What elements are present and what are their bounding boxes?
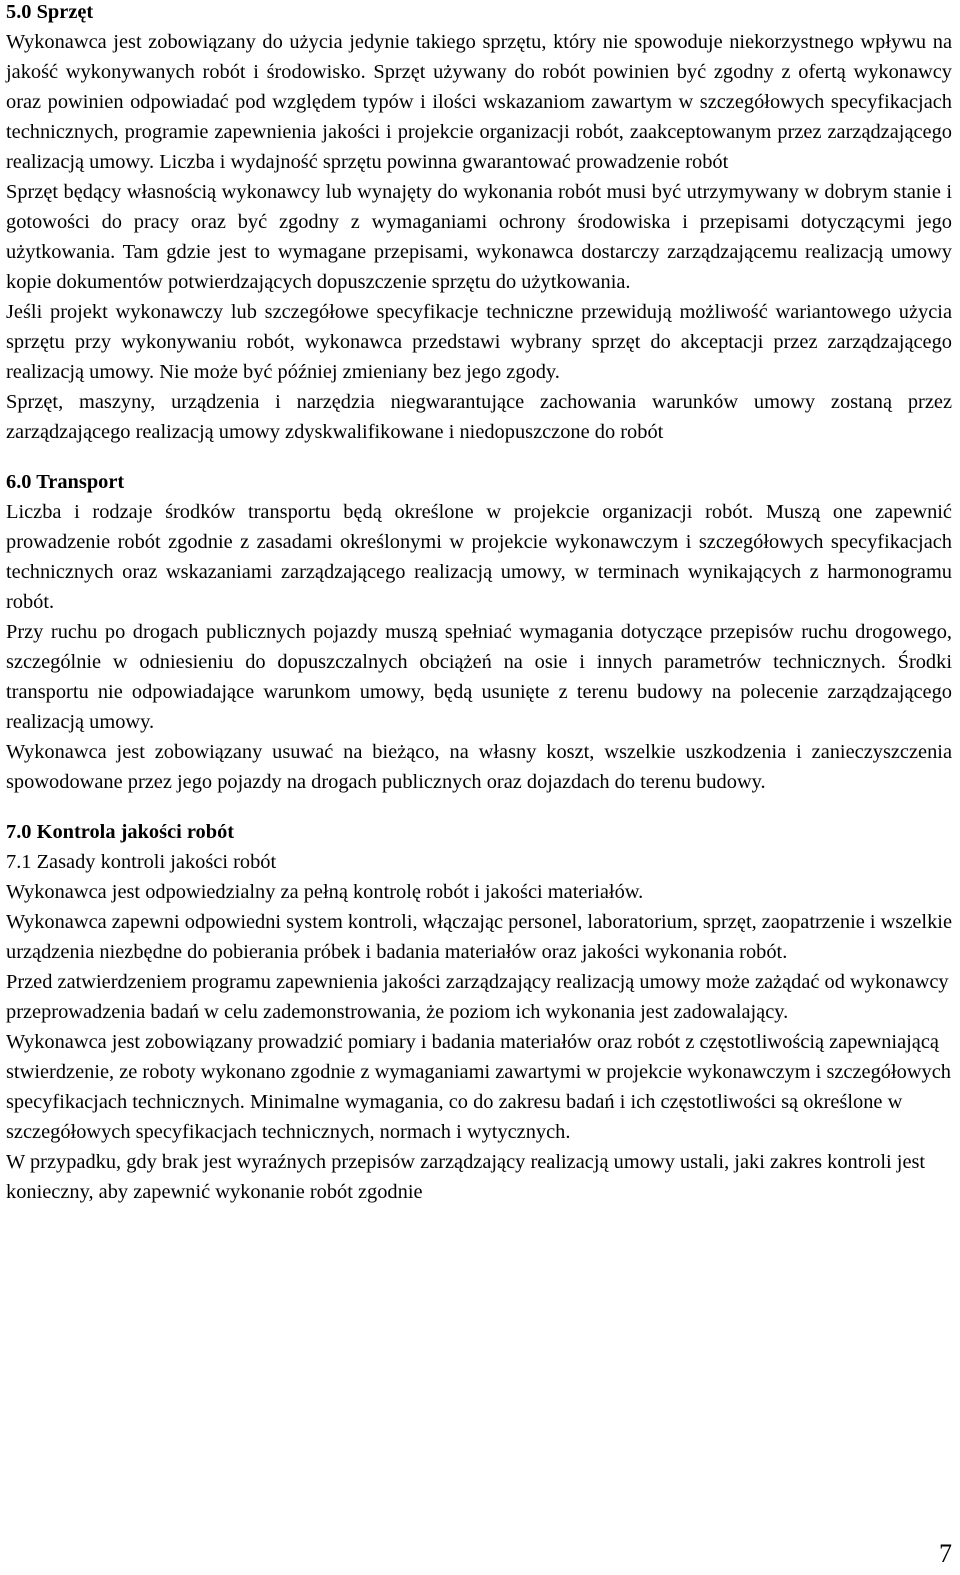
paragraph: Przy ruchu po drogach publicznych pojazdy muszą spełniać wymagania dotyczące przepisów ruchu drogowego, szczególnie w odniesieniu do dopuszczalnych obciążeń na osie i innych parametrów technicznych. Środki transportu nie odpowiadające warunkom umowy, będą usunięte z terenu budowy na polecenie zarządzającego realizacją umowy. xyxy=(6,621,952,733)
paragraph: Sprzęt będący własnością wykonawcy lub wynajęty do wykonania robót musi być utrzymywany w dobrym stanie i gotowości do pracy oraz być zgodny z wymaganiami ochrony środowiska i przepisami dotyczącymi jego użytkowania. Tam gdzie jest to wymagane przepisami, wykonawca dostarczy zarządzającemu realizacją umowy kopie dokumentów potwierdzających dopuszczenie sprzętu do użytkowania. xyxy=(6,181,952,293)
paragraph: Sprzęt, maszyny, urządzenia i narzędzia niegwarantujące zachowania warunków umowy zostaną przez zarządzającego realizacją umowy zdyskwalifikowane i niedopuszczone do robót xyxy=(6,391,952,443)
section-heading-transport: 6.0 Transport xyxy=(6,471,125,493)
paragraph: W przypadku, gdy brak jest wyraźnych przepisów zarządzający realizacją umowy ustali, jaki zakres kontroli jest konieczny, aby zapewnić wykonanie robót zgodnie xyxy=(6,1151,926,1203)
spacer xyxy=(6,447,952,467)
document-page xyxy=(6,0,952,1207)
paragraph: Jeśli projekt wykonawczy lub szczegółowe specyfikacje techniczne przewidują możliwość wariantowego użycia sprzętu przy wykonywaniu robót, wykonawca przedstawi wybrany sprzęt do akceptacji przez zarządzającego realizacją umowy. Nie może być później zmieniany bez jego zgody. xyxy=(6,301,952,383)
section-heading-kontrola-jakosci: 7.0 Kontrola jakości robót xyxy=(6,821,235,843)
paragraph: Liczba i rodzaje środków transportu będą określone w projekcie organizacji robót. Muszą one zapewnić prowadzenie robót zgodnie z zasadami określonymi w projekcie wykonawczym i szczegółowych specyfikacjach technicznych oraz wskazaniami zarządzającego realizacją umowy, w terminach wynikających z harmonogramu robót. xyxy=(6,501,952,613)
page-number: 7 xyxy=(939,1539,952,1568)
paragraph: Przed zatwierdzeniem programu zapewnienia jakości zarządzający realizacją umowy może zażądać od wykonawcy przeprowadzenia badań w celu zademonstrowania, że poziom ich wykonania jest zadowalający. xyxy=(6,971,949,1023)
subsection-heading: 7.1 Zasady kontroli jakości robót xyxy=(6,851,277,873)
paragraph: Wykonawca jest zobowiązany do użycia jedynie takiego sprzętu, który nie spowoduje niekorzystnego wpływu na jakość wykonywanych robót i środowisko. Sprzęt używany do robót powinien być zgodny z ofertą wykonawcy oraz powinien odpowiadać pod względem typów i ilości wskazaniom zawartym w szczegółowych specyfikacjach technicznych, programie zapewnienia jakości i projekcie organizacji robót, zaakceptowanym przez zarządzającego realizacją umowy. Liczba i wydajność sprzętu powinna gwarantować prowadzenie robót xyxy=(6,31,952,173)
spacer xyxy=(6,797,952,817)
paragraph: Wykonawca jest zobowiązany usuwać na bieżąco, na własny koszt, wszelkie uszkodzenia i zanieczyszczenia spowodowane przez jego pojazdy na drogach publicznych oraz dojazdach do terenu budowy. xyxy=(6,741,952,793)
paragraph: Wykonawca zapewni odpowiedni system kontroli, włączając personel, laboratorium, sprzęt, zaopatrzenie i wszelkie urządzenia niezbędne do pobierania próbek i badania materiałów oraz jakości wykonania robót. xyxy=(6,911,953,963)
paragraph: Wykonawca jest zobowiązany prowadzić pomiary i badania materiałów oraz robót z częstotliwością zapewniającą stwierdzenie, ze roboty wykonano zgodnie z wymaganiami zawartymi w projekcie wykonawczym i szczegółowych specyfikacjach technicznych. Minimalne wymagania, co do zakresu badań i ich częstotliwości są określone w szczegółowych specyfikacjach technicznych, normach i wytycznych. xyxy=(6,1031,951,1143)
paragraph: Wykonawca jest odpowiedzialny za pełną kontrolę robót i jakości materiałów. xyxy=(6,881,644,903)
section-heading-sprzet: 5.0 Sprzęt xyxy=(6,1,94,23)
